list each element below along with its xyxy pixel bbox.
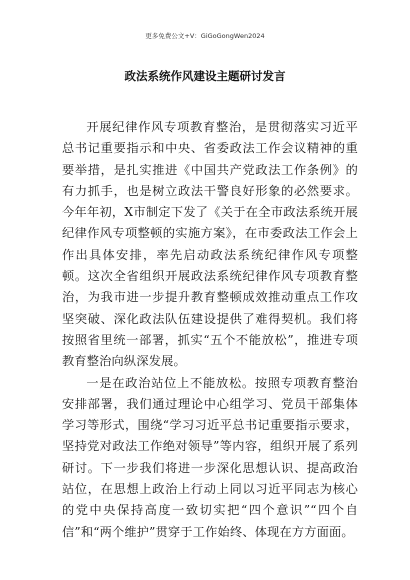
header-note: 更多免费公文+V：GiGoGongWen2024 xyxy=(145,32,265,40)
paragraph-intro: 开展纪律作风专项教育整治，是贯彻落实习近平总书记重要指示和中央、省委政法工作会议精神的重要举措，是扎实推进《中国共产党政法工作条例》的有力抓手，也是树立政法干警良好形象的必然要求。今年年初，X市制定下发了《关于在全市政法系统开展纪律作风专项整顿的实施方案》，在市委政法工作会上作出具体安排，率先启动政法系统纪律作风专项整顿。这次全省组织开展政法系统纪律作风专项教育整治，为我市进一步提升教育整顿成效推动重点工作攻坚突破、深化政法队伍建设提供了难得契机。我们将按照省里统一部署，抓实“五个不能放松”，推进专项教育整治向纵深发展。 xyxy=(62,120,358,369)
document-title: 政法系统作风建设主题研讨发言 xyxy=(124,69,286,83)
paragraph-political-stance: 一是在政治站位上不能放松。按照专项教育整治安排部署，我们通过理论中心组学习、党员干部集体学习等形式，围绕“学习习近平总书记重要指示要求，坚持党对政法工作绝对领导”等内容，组织开展了系列研讨。下一步我们将进一步深化思想认识、提高政治站位，在思想上政治上行动上同以习近平同志为核心的党中央保持高度一致切实把“四个意识”“四个自信”和“两个维护”贯穿于工作始终、体现在方方面面。 xyxy=(62,375,358,539)
document-body xyxy=(62,117,358,543)
